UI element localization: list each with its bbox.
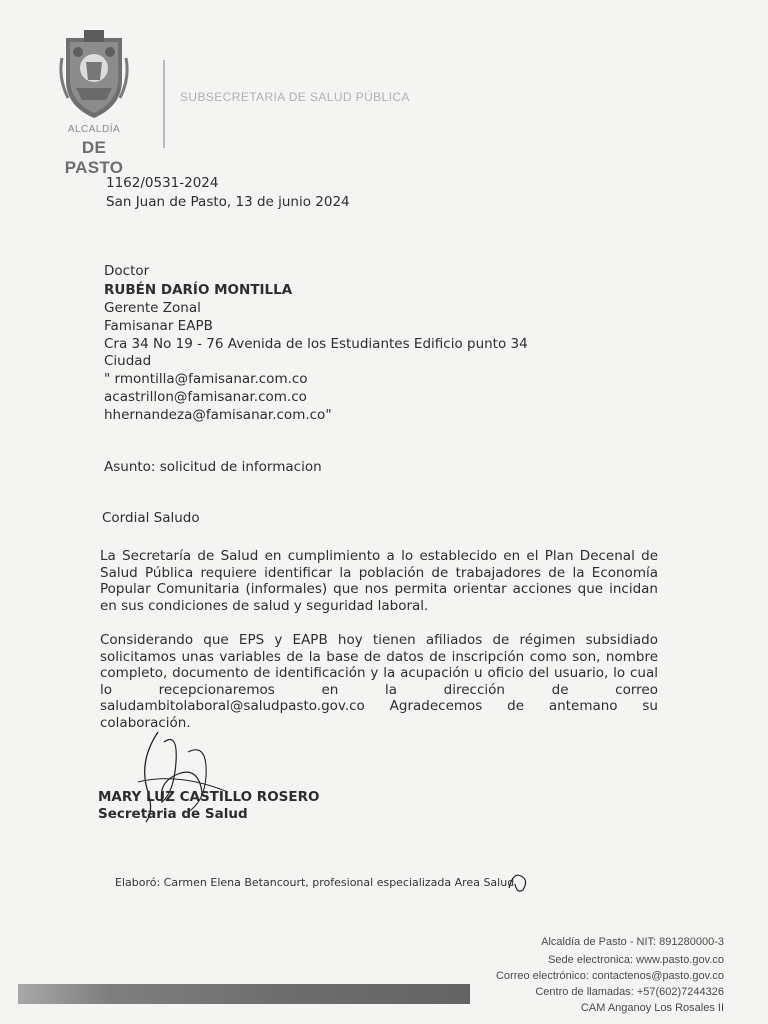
alcaldia-logo [52,28,136,177]
signer-name: MARY LUZ CASTILLO ROSERO [98,789,320,805]
footer-line: Alcaldía de Pasto - NIT: 891280000-3 [541,936,724,948]
place-date: San Juan de Pasto, 13 de junio 2024 [106,194,350,210]
recipient-city: Ciudad [104,353,152,369]
footer-line: CAM Anganoy Los Rosales II [580,1002,724,1014]
city-label: DE PASTO [64,138,124,177]
signer-position: Secretaria de Salud [98,806,248,822]
header-divider [163,60,165,148]
recipient-email: hhernandeza@famisanar.com.co" [104,407,332,423]
recipient-position: Gerente Zonal [104,300,201,316]
subject-line: Asunto: solicitud de informacion [104,459,322,475]
reference-number: 1162/0531-2024 [106,175,219,191]
footer-line: Correo electrónico: contactenos@pasto.gov.co [495,970,724,982]
alcaldia-label: ALCALDÍA [67,124,121,135]
office-name: SUBSECRETARIA DE SALUD PÚBLICA [180,90,410,104]
pasto-coat-of-arms-icon [58,28,130,120]
recipient-email: " rmontilla@famisanar.com.co [104,371,308,387]
initials-mark-icon [505,870,535,894]
recipient-address: Cra 34 No 19 - 76 Avenida de los Estudiantes Edificio punto 34 [104,336,528,352]
footer-line: Centro de llamadas: +57(602)7244326 [535,986,724,998]
recipient-email: acastrillon@famisanar.com.co [104,389,307,405]
recipient-name: RUBÉN DARÍO MONTILLA [104,282,293,298]
recipient-title: Doctor [104,263,150,279]
greeting: Cordial Saludo [102,510,200,526]
body-paragraph: Considerando que EPS y EAPB hoy tienen afiliados de régimen subsidiado solicitamos unas variables de la base de datos de inscripción como son, nombre completo, documento de identificación y la acupación u oficio del usuario, lo cual lo recepcionaremos en la dirección de correo saludambitolaboral@saludpasto.gov.co Agradecemos de antemano su colaboración. [100,632,658,731]
recipient-organization: Famisanar EAPB [104,318,213,334]
footer-decorative-bar [18,984,470,1004]
prepared-by: Elaboró: Carmen Elena Betancourt, profesional especializada Area Salud [115,876,515,889]
body-paragraph: La Secretaría de Salud en cumplimiento a lo establecido en el Plan Decenal de Salud Pública requiere identificar la población de trabajadores de la Economía Popular Comunitaria (informales) que nos permita orientar acciones que incidan en sus condiciones de salud y seguridad laboral. [100,548,658,614]
footer-line: Sede electronica: www.pasto.gov.co [548,954,724,966]
